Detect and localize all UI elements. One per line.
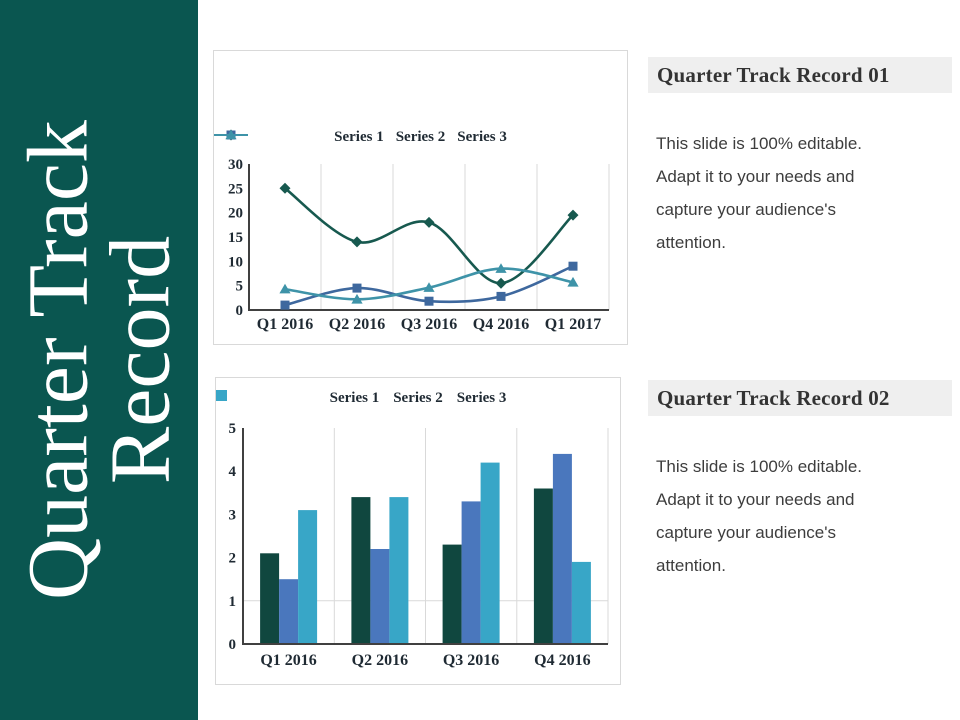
legend-label: Series 2 — [393, 390, 443, 406]
line-chart-card — [213, 50, 628, 345]
bar-chart — [216, 378, 620, 684]
bar — [572, 562, 591, 644]
bar — [351, 497, 370, 644]
x-tick-label: Q3 2016 — [400, 316, 458, 333]
bar — [462, 501, 481, 644]
bar — [534, 489, 553, 645]
diamond-marker-icon — [424, 217, 435, 228]
x-tick-label: Q2 2016 — [351, 652, 409, 669]
legend-item — [457, 129, 507, 146]
slide-title — [9, 0, 187, 720]
line-chart-legend — [214, 129, 627, 146]
x-tick-label: Q2 2016 — [328, 316, 386, 333]
y-tick-label: 0 — [235, 303, 243, 319]
x-tick-label: Q3 2016 — [442, 652, 500, 669]
y-tick-label: 5 — [235, 278, 243, 295]
bar — [443, 545, 462, 644]
bar — [298, 510, 317, 644]
legend-item — [330, 390, 380, 407]
square-marker-icon — [497, 292, 506, 301]
legend-label: Series 1 — [334, 129, 384, 145]
square-marker-icon — [425, 297, 434, 306]
section-2-heading-strip — [648, 380, 952, 416]
legend-label: Series 3 — [456, 390, 507, 406]
body-line: This slide is 100% editable. — [656, 457, 863, 476]
diamond-marker-icon — [352, 236, 363, 247]
bar — [260, 553, 279, 644]
bar — [553, 454, 572, 644]
body-line: capture your audience's — [656, 200, 836, 219]
section-1-heading: Quarter Track Record 01 — [657, 62, 890, 87]
x-tick-label: Q4 2016 — [472, 316, 530, 333]
title-sidebar — [0, 0, 198, 720]
section-1-body — [656, 127, 952, 259]
legend-label: Series 1 — [329, 390, 380, 406]
legend-label: Series 2 — [395, 129, 446, 145]
legend-marker-icon — [214, 129, 248, 141]
body-line: Adapt it to your needs and — [656, 167, 855, 186]
y-tick-label: 20 — [228, 205, 243, 222]
x-tick-label: Q1 2016 — [256, 316, 314, 333]
diamond-marker-icon — [496, 278, 507, 289]
series-line — [285, 188, 573, 283]
line-chart — [214, 51, 627, 344]
bar — [481, 463, 500, 644]
body-line: attention. — [656, 556, 726, 575]
bar — [389, 497, 408, 644]
body-line: attention. — [656, 233, 726, 252]
legend-item — [334, 129, 384, 146]
body-line: capture your audience's — [656, 523, 836, 542]
square-marker-icon — [353, 284, 362, 293]
body-line: This slide is 100% editable. — [656, 134, 863, 153]
section-2-heading: Quarter Track Record 02 — [657, 385, 890, 410]
body-line: Adapt it to your needs and — [656, 490, 855, 509]
y-tick-label: 30 — [228, 157, 243, 173]
y-tick-label: 5 — [228, 421, 236, 437]
section-2-body — [656, 450, 952, 582]
section-1-heading-strip — [648, 57, 952, 93]
bar — [370, 549, 389, 644]
square-marker-icon — [569, 262, 578, 271]
x-tick-label: Q1 2016 — [260, 652, 317, 669]
y-tick-label: 15 — [228, 230, 243, 246]
legend-item — [393, 390, 443, 407]
legend-label: Series 3 — [457, 129, 507, 145]
legend-item — [396, 129, 446, 146]
y-tick-label: 10 — [228, 254, 243, 271]
bar — [279, 579, 298, 644]
slide-title-line-1: Quarter Track — [9, 119, 106, 601]
x-tick-label: Q4 2016 — [534, 652, 591, 669]
legend-item — [457, 390, 507, 407]
y-tick-label: 2 — [228, 550, 236, 567]
square-marker-icon — [281, 301, 290, 310]
legend-marker-icon — [216, 390, 227, 401]
slide-title-line-2: Record — [91, 235, 187, 485]
y-tick-label: 25 — [228, 181, 243, 198]
bar-chart-legend — [216, 390, 620, 407]
y-tick-label: 3 — [228, 507, 236, 524]
x-tick-label: Q1 2017 — [544, 316, 602, 333]
y-tick-label: 4 — [228, 464, 236, 481]
y-tick-label: 0 — [228, 637, 236, 653]
y-tick-label: 1 — [228, 593, 236, 610]
bar-chart-card — [215, 377, 621, 685]
